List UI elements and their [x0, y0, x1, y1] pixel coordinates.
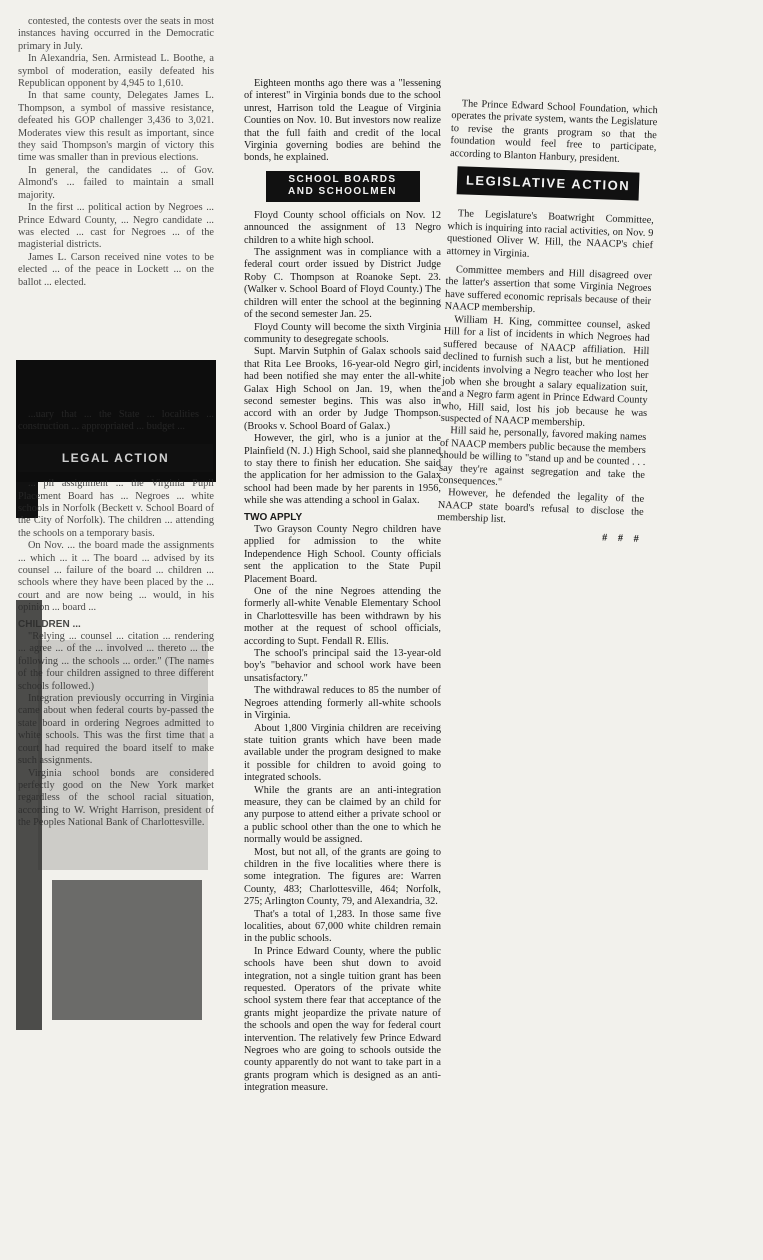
column-1: [18, 16, 214, 830]
subheading: TWO APPLY: [244, 511, 303, 523]
subheading: CHILDREN ...: [18, 618, 81, 630]
paragraph: In that same county, Delegates James L. Thompson, a symbol of massive resistance, defeated his GOP challenger 3,436 to 3,021. Moderates view this result as important, since they said Thompson's margin of victory this time was smaller than in previous elections.: [18, 90, 214, 164]
paragraph: Eighteen months ago there was a "lessening of interest" in Virginia bonds due to the school unrest, Harrison told the League of Virginia Counties on Nov. 10. But investors now realize that the full faith and credit of the local Virginia governing bodies are behind the bonds, he explained.: [244, 78, 441, 164]
paragraph: Committee members and Hill disagreed over the latter's assertion that some Virginia Negroes have suffered economic reprisals because of their NAACP membership.: [444, 264, 653, 316]
paragraph: ... pil assignment ... the Virginia Pupil Placement Board has ... Negroes ... white schools in Norfolk (Beckett v. School Board of the City of Norfolk). The children ... attending the schools on a temporary basis.: [18, 478, 214, 539]
paragraph: Integration previously occurring in Virginia came about when federal courts by-passed the state board in ordering Negroes admitted to white schools. This was the first time that a court had required the board itself to make such assignments.: [18, 693, 214, 767]
paragraph: In general, the candidates ... of Gov. Almond's ... failed to maintain a small majority.: [18, 164, 214, 201]
paragraph: James L. Carson received nine votes to be elected ... of the peace in Lockett ... on the ballot ... elected.: [18, 251, 214, 288]
section-heading-legal-action: LEGAL ACTION: [18, 444, 213, 472]
column-2: [244, 78, 441, 1095]
paragraph: The Prince Edward School Foundation, which operates the private system, wants the Legislature to revise the grants program so that the foundation would feel free to participate, according to Blanton Hanbury, president.: [449, 98, 658, 165]
paragraph: In the first ... political action by Negroes ... Prince Edward County, ... Negro candidate ... was elected ... cast for Negroes ... of the magisterial districts.: [18, 202, 214, 251]
paragraph: While the grants are an anti-integration measure, they can be claimed by an child for any purpose to attend either a private school or a public school other than the one to which he normally would be assigned.: [244, 784, 441, 846]
paragraph: Virginia school bonds are considered perfectly good on the New York market regardless of the school racial situation, according to W. Wright Harrison, president of the Peoples National Bank of Charlottesville.: [18, 767, 214, 829]
paragraph: However, the girl, who is a junior at the Plainfield (N. J.) High School, said she planned to stay there to finish her education. She said the application for her admission to the Galax school had been made by her parents in 1956, while she was attending a school in Galax.: [244, 433, 441, 507]
paragraph: Two Grayson County Negro children have applied for admission to the white Independence High School. County officials sent the application to the State Pupil Placement Board.: [244, 524, 441, 585]
paragraph: One of the nine Negroes attending the formerly all-white Venable Elementary School in Charlottesville has been withdrawn by his mother at the request of school officials, according to Supt. Fendall R. Ellis.: [244, 586, 441, 647]
scan-smudge-dark: [52, 880, 202, 1020]
column-3: [437, 98, 658, 546]
paragraph: Floyd County school officials on Nov. 12 announced the assignment of 13 Negro children to a white high school.: [244, 209, 441, 246]
paragraph: About 1,800 Virginia children are receiving state tuition grants which have been made available under the program designed to make it possible for children to avoid going to integrated schools.: [244, 722, 441, 784]
paragraph: Hill said he, personally, favored making names of NAACP members public because the members should be willing to "stand up and be counted . . . say they're against segregation and take the consequences.": [438, 425, 647, 488]
paragraph: Floyd County will become the sixth Virginia community to desegregate schools.: [244, 321, 441, 345]
paragraph: The school's principal said the 13-year-old boy's "behavior and school work have been unsatisfactory.": [244, 648, 441, 684]
paragraph: Supt. Marvin Sutphin of Galax schools said that Rita Lee Brooks, 16-year-old Negro girl, had been notified she may enter the all-white Galax High School on Jan. 19, when the second semester begins. This was also in accord with an order by Judge Thompson. (Brooks v. School Board of Galax.): [244, 346, 441, 432]
paragraph: ...uary that ... the State ... localities ... construction ... appropriated ... budget ...: [18, 408, 214, 433]
section-heading-school-boards: [266, 171, 420, 202]
paragraph: The Legislature's Boatwright Committee, which is inquiring into racial activities, on Nov. 9 questioned Oliver W. Hill, the NAACP's chief attorney in Virginia.: [446, 208, 655, 260]
heading-line: AND SCHOOLMEN: [288, 186, 397, 198]
end-mark: # # #: [601, 532, 643, 545]
paragraph: In Prince Edward County, where the public schools have been shut down to avoid integration, not a single tuition grant has been requested. Operators of the private white school system there fear that acceptance of the grants might jeopardize the private nature of the schools and open the way for federal court intervention. The relatively few Prince Edward Negroes who are going to schools outside the county apparently do not want to take part in a grants program which is designed as an anti-integration measure.: [244, 945, 441, 1094]
heading-line: SCHOOL BOARDS: [288, 173, 397, 185]
section-heading-legislative-action: LEGISLATIVE ACTION: [457, 166, 640, 201]
paragraph: Most, but not all, of the grants are going to children in the five localities where there is some integration. The figures are: Warren County, 483; Charlottesville, 464; Norfolk, 275; Arlington County, 79, and Alexandria, 32.: [244, 846, 441, 908]
paragraph: William H. King, committee counsel, asked Hill for a list of incidents in which Negroes had suffered because of NAACP affiliation. Hill declined to furnish such a list, but he mentioned incidents involving a Negro teacher who lost her job when she brought a salary equalization suit, and a Negro farm agent in Prince Edward County who, Hill said, lost his job because he was suspected of NAACP membership.: [440, 313, 651, 429]
paragraph: However, he defended the legality of the NAACP state board's refusal to disclose the membership list.: [437, 487, 645, 526]
paragraph: contested, the contests over the seats in most instances having occurred in the Democratic primary in July.: [18, 16, 214, 52]
paragraph: The withdrawal reduces to 85 the number of Negroes attending formerly all-white schools in Virginia.: [244, 685, 441, 722]
paragraph: On Nov. ... the board made the assignments ... which ... it ... The board ... advised by its counsel ... failure of the board ... children ... schools where they have been placed by the ... court and are now being ... would, in his opinion ... board ...: [18, 540, 214, 614]
paragraph: "Relying ... counsel ... citation ... rendering ... agree ... of the ... involved ... thereto ... the following ... the schools ... order." (The names of the four children assigned to three different schools followed.): [18, 631, 214, 692]
paragraph: In Alexandria, Sen. Armistead L. Boothe, a symbol of moderation, easily defeated his Republican opponent by 4,945 to 1,610.: [18, 53, 214, 90]
paragraph: That's a total of 1,283. In those same five localities, about 67,000 white children remain in the public schools.: [244, 908, 441, 945]
paragraph: The assignment was in compliance with a federal court order issued by District Judge Roby C. Thompson at Roanoke Sept. 23. (Walker v. School Board of Floyd County.) The children will enter the school at the beginning of the second semester Jan. 25.: [244, 247, 441, 321]
